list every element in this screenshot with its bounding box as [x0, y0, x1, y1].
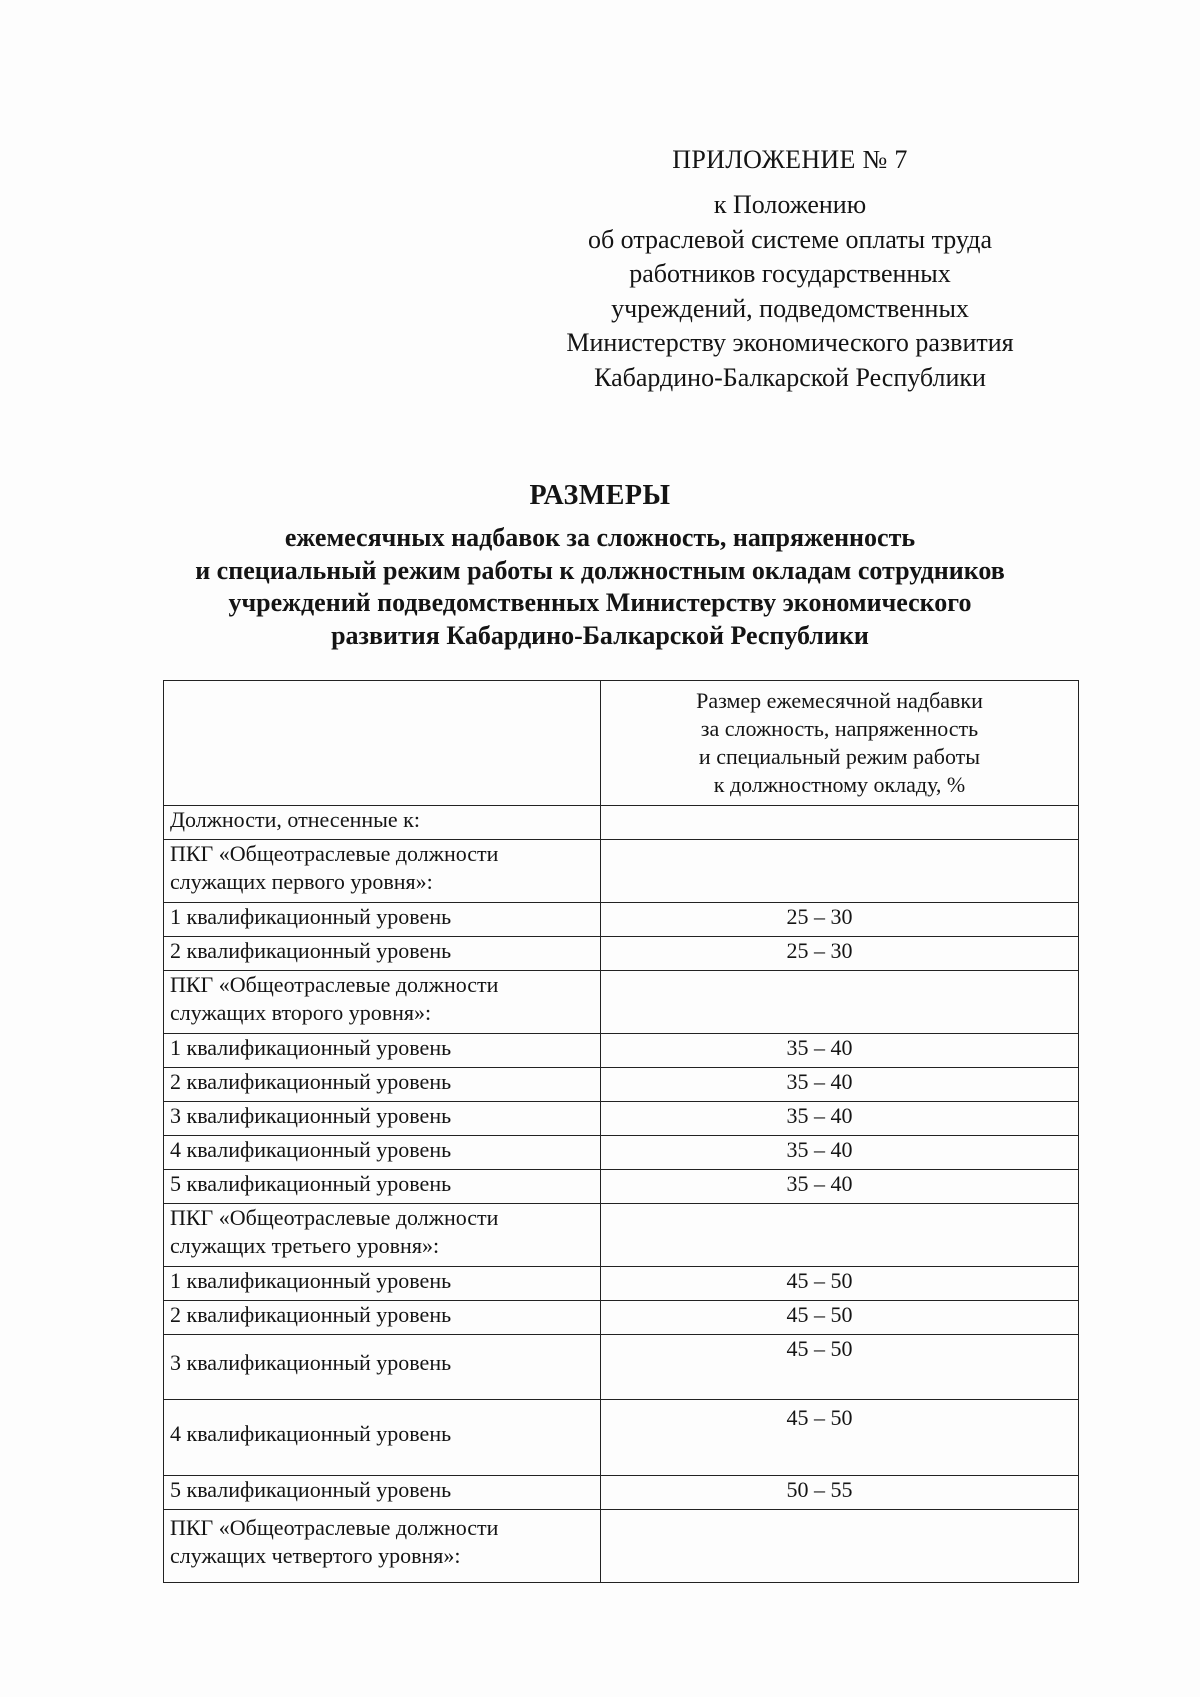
- position-line: 3 квалификационный уровень: [170, 1350, 452, 1375]
- value-cell: 50 – 55: [601, 1476, 1079, 1510]
- subtitle-line: и специальный режим работы к должностным окладам сотрудников: [195, 555, 1005, 585]
- appendix-line: работников государственных: [629, 259, 951, 288]
- value-cell: 45 – 50: [601, 1301, 1079, 1335]
- position-cell: [164, 1510, 601, 1583]
- position-cell: [164, 1476, 601, 1510]
- value-cell: 35 – 40: [601, 1170, 1079, 1204]
- appendix-line: к Положению: [713, 190, 867, 219]
- table-row: [164, 1034, 1079, 1068]
- header-line: к должностному окладу, %: [713, 772, 966, 797]
- appendix-title: ПРИЛОЖЕНИЕ № 7: [672, 145, 908, 174]
- appendix-line: Министерству экономического развития: [566, 328, 1014, 357]
- value-cell: [601, 840, 1079, 903]
- position-cell: [164, 1170, 601, 1204]
- appendix-line: об отраслевой системе оплаты труда: [587, 224, 993, 254]
- header-line: за сложность, напряженность: [700, 716, 979, 741]
- position-line: 3 квалификационный уровень: [170, 1103, 452, 1128]
- table-row: [164, 1136, 1079, 1170]
- table-row: [164, 1204, 1079, 1267]
- position-cell: [164, 937, 601, 971]
- position-cell: [164, 1400, 601, 1476]
- position-cell: [164, 1068, 601, 1102]
- position-line: 5 квалификационный уровень: [170, 1477, 452, 1502]
- value-cell: [601, 971, 1079, 1034]
- table-row: [164, 1102, 1079, 1136]
- position-cell: [164, 1204, 601, 1267]
- value-cell: 35 – 40: [601, 1136, 1079, 1170]
- position-cell: [164, 971, 601, 1034]
- document-title: РАЗМЕРЫ: [529, 480, 671, 511]
- header-cell-allowance: [601, 681, 1079, 806]
- value-cell: 35 – 40: [601, 1034, 1079, 1068]
- allowances-table: [163, 680, 1079, 1583]
- value-cell: 35 – 40: [601, 1068, 1079, 1102]
- table-row: [164, 1400, 1079, 1476]
- position-line: 2 квалификационный уровень: [170, 938, 452, 963]
- position-line: ПКГ «Общеотраслевые должности: [170, 1515, 499, 1540]
- table-row: [164, 1068, 1079, 1102]
- position-cell: [164, 1136, 601, 1170]
- position-line: служащих второго уровня»:: [170, 1000, 432, 1025]
- appendix-line: учреждений, подведомственных: [611, 293, 969, 323]
- value-cell: 25 – 30: [601, 937, 1079, 971]
- header-line: Размер ежемесячной надбавки: [696, 688, 983, 713]
- table-row: [164, 1170, 1079, 1204]
- position-line: ПКГ «Общеотраслевые должности: [170, 841, 499, 866]
- value-cell: 45 – 50: [601, 1400, 1079, 1476]
- table-row: [164, 903, 1079, 937]
- table-row: [164, 1476, 1079, 1510]
- value-cell: [601, 806, 1079, 840]
- table-row: [164, 1510, 1079, 1583]
- position-line: служащих четвертого уровня»:: [170, 1543, 461, 1568]
- position-cell: [164, 840, 601, 903]
- position-cell: [164, 806, 601, 840]
- position-cell: [164, 1301, 601, 1335]
- header-cell-position: [164, 681, 601, 806]
- table-row: [164, 971, 1079, 1034]
- appendix-line: Кабардино-Балкарской Республики: [594, 362, 986, 392]
- value-cell: 35 – 40: [601, 1102, 1079, 1136]
- value-cell: 25 – 30: [601, 903, 1079, 937]
- position-cell: [164, 1102, 601, 1136]
- position-line: 2 квалификационный уровень: [170, 1302, 452, 1327]
- document-subtitle: [100, 522, 1100, 652]
- value-cell: 45 – 50: [601, 1267, 1079, 1301]
- position-cell: [164, 1267, 601, 1301]
- position-line: 5 квалификационный уровень: [170, 1171, 452, 1196]
- position-line: служащих первого уровня»:: [170, 869, 433, 894]
- position-line: 4 квалификационный уровень: [170, 1421, 452, 1446]
- position-line: 1 квалификационный уровень: [170, 1035, 452, 1060]
- table-row: [164, 806, 1079, 840]
- subtitle-line: ежемесячных надбавок за сложность, напряженность: [284, 523, 916, 552]
- position-line: 1 квалификационный уровень: [170, 1268, 452, 1293]
- subtitle-line: развития Кабардино-Балкарской Республики: [331, 620, 869, 650]
- position-cell: [164, 903, 601, 937]
- header-line: и специальный режим работы: [698, 744, 981, 769]
- table-row: [164, 840, 1079, 903]
- position-line: Должности, отнесенные к:: [170, 807, 420, 832]
- subtitle-line: учреждений подведомственных Министерству экономического: [228, 588, 972, 617]
- table-header-row: [164, 681, 1079, 806]
- table-row: [164, 1335, 1079, 1400]
- value-cell: [601, 1204, 1079, 1267]
- value-cell: [601, 1510, 1079, 1583]
- table-row: [164, 1301, 1079, 1335]
- position-line: ПКГ «Общеотраслевые должности: [170, 1205, 499, 1230]
- value-cell: 45 – 50: [601, 1335, 1079, 1400]
- position-line: 4 квалификационный уровень: [170, 1137, 452, 1162]
- table-row: [164, 1267, 1079, 1301]
- position-line: 2 квалификационный уровень: [170, 1069, 452, 1094]
- position-cell: [164, 1335, 601, 1400]
- position-cell: [164, 1034, 601, 1068]
- appendix-reference: [540, 188, 1040, 395]
- table-row: [164, 937, 1079, 971]
- position-line: служащих третьего уровня»:: [170, 1233, 440, 1258]
- position-line: 1 квалификационный уровень: [170, 904, 452, 929]
- position-line: ПКГ «Общеотраслевые должности: [170, 972, 499, 997]
